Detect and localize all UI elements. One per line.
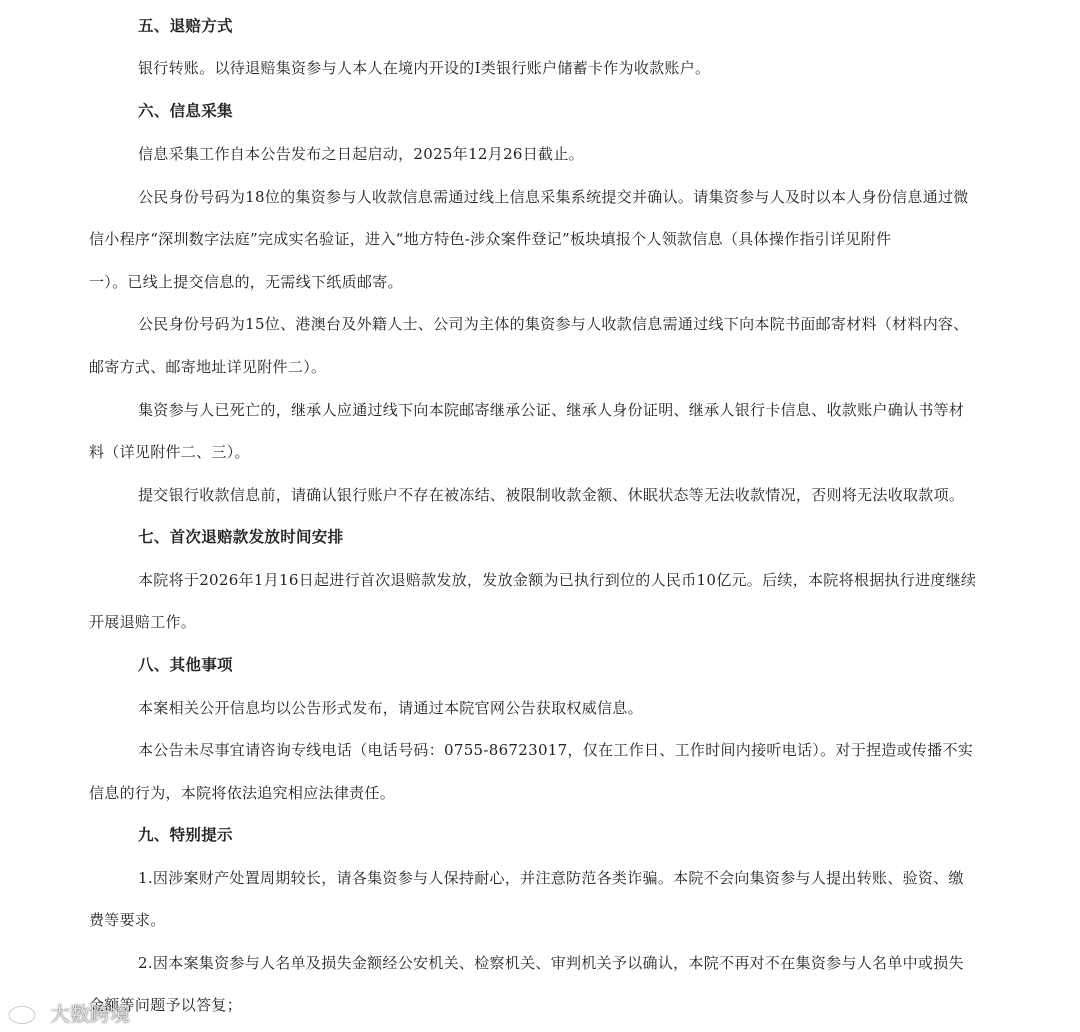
watermark-text: 大数跨境 bbox=[50, 1001, 130, 1026]
watermark bbox=[6, 996, 130, 1028]
section-heading-8: 八、其他事项 bbox=[138, 655, 233, 674]
paragraph-line: 金额等问题予以答复； bbox=[89, 996, 243, 1014]
paragraph-line: 信息采集工作自本公告发布之日起启动，2025年12月26日截止。 bbox=[138, 145, 584, 163]
paragraph-line: 公民身份号码为18位的集资参与人收款信息需通过线上信息采集系统提交并确认。请集资参与人及时以本人身份信息通过微 bbox=[138, 188, 969, 206]
paragraph-line: 1.因涉案财产处置周期较长，请各集资参与人保持耐心，并注意防范各类诈骗。本院不会向集资参与人提出转账、验资、缴 bbox=[138, 869, 964, 887]
paragraph-line: 本公告未尽事宜请咨询专线电话（电话号码：0755-86723017，仅在工作日、工作时间内接听电话）。对于捏造或传播不实 bbox=[138, 741, 974, 759]
section-heading-9: 九、特别提示 bbox=[138, 825, 233, 844]
paragraph-line: 费等要求。 bbox=[89, 911, 166, 929]
section-heading-5: 五、退赔方式 bbox=[138, 16, 233, 35]
weibo-logo-icon bbox=[6, 999, 46, 1025]
paragraph-line: 提交银行收款信息前，请确认银行账户不存在被冻结、被限制收款金额、休眠状态等无法收款情况，否则将无法收取款项。 bbox=[138, 486, 965, 504]
section-heading-6: 六、信息采集 bbox=[138, 101, 233, 120]
paragraph-line: 开展退赔工作。 bbox=[89, 613, 197, 631]
paragraph-line: 公民身份号码为15位、港澳台及外籍人士、公司为主体的集资参与人收款信息需通过线下向本院书面邮寄材料（材料内容、 bbox=[138, 315, 969, 333]
paragraph-line: 本案相关公开信息均以公告形式发布，请通过本院官网公告获取权威信息。 bbox=[138, 699, 643, 717]
paragraph-line: 银行转账。以待退赔集资参与人本人在境内开设的I类银行账户储蓄卡作为收款账户。 bbox=[138, 59, 711, 77]
section-heading-7: 七、首次退赔款发放时间安排 bbox=[138, 527, 344, 546]
paragraph-line: 邮寄方式、邮寄地址详见附件二）。 bbox=[89, 358, 327, 376]
paragraph-line: 一）。已线上提交信息的，无需线下纸质邮寄。 bbox=[89, 273, 403, 291]
paragraph-line: 信小程序“深圳数字法庭”完成实名验证，进入“地方特色-涉众案件登记”板块填报个人领款信息（具体操作指引详见附件 bbox=[89, 230, 892, 248]
paragraph-line: 本院将于2026年1月16日起进行首次退赔款发放，发放金额为已执行到位的人民币10亿元。后续，本院将根据执行进度继续 bbox=[138, 571, 977, 589]
paragraph-line: 2.因本案集资参与人名单及损失金额经公安机关、检察机关、审判机关予以确认，本院不再对不在集资参与人名单中或损失 bbox=[138, 954, 964, 972]
paragraph-line: 信息的行为，本院将依法追究相应法律责任。 bbox=[89, 784, 396, 802]
paragraph-line: 集资参与人已死亡的，继承人应通过线下向本院邮寄继承公证、继承人身份证明、继承人银行卡信息、收款账户确认书等材 bbox=[138, 401, 965, 419]
paragraph-line: 料（详见附件二、三）。 bbox=[89, 443, 250, 461]
